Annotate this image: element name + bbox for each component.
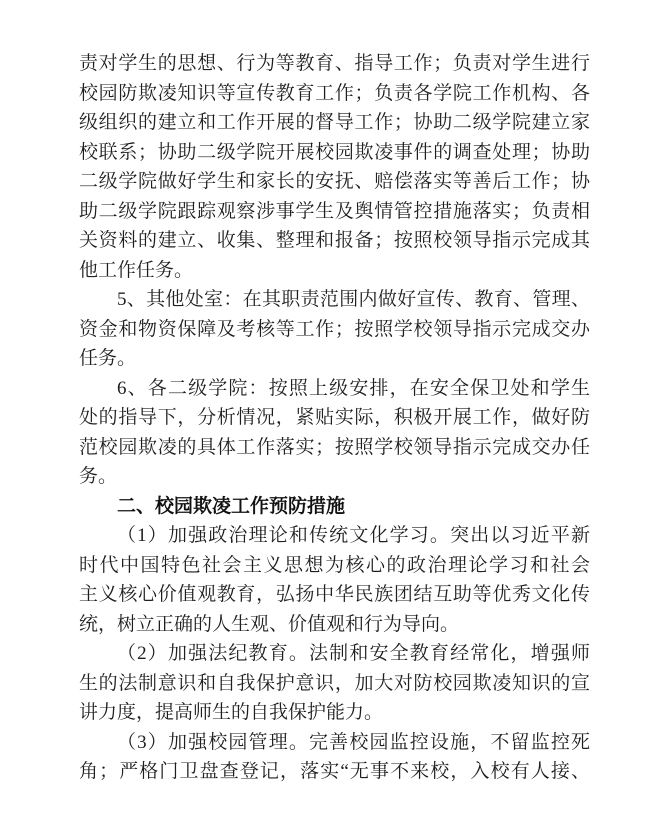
- text-line: 校联系；协助二级学院开展校园欺凌事件的调查处理；协助: [79, 141, 590, 163]
- text-line: 讲力度，提高师生的自我保护能力。: [79, 702, 384, 723]
- paragraph: [79, 285, 590, 374]
- text-line: 助二级学院跟踪观察涉事学生及舆情管控措施落实；负责相: [79, 200, 590, 222]
- text-line: 5、其他处室：在其职责范围内做好宣传、教育、管理、: [117, 289, 590, 310]
- text-line: 关资料的建立、收集、整理和报备；按照校领导指示完成其: [79, 230, 590, 251]
- text-line: （2）加强法纪教育。法制和安全教育经常化，增强师: [117, 643, 590, 664]
- paragraph: [79, 521, 590, 639]
- text-line: 处的指导下，分析情况，紧贴实际，积极开展工作，做好防: [79, 407, 590, 428]
- paragraph: [79, 374, 590, 492]
- document-body: [79, 49, 590, 787]
- section-heading: 二、校园欺凌工作预防措施: [117, 495, 346, 517]
- text-line: 任务。: [79, 348, 137, 369]
- text-line: （3）加强校园管理。完善校园监控设施，不留监控死: [117, 731, 590, 753]
- text-line: 主义核心价值观教育，弘扬中华民族团结互助等优秀文化传: [79, 584, 590, 605]
- text-line: 校园防欺凌知识等宣传教育工作；负责各学院工作机构、各: [79, 82, 590, 104]
- text-line: 角；严格门卫盘查登记，落实“无事不来校，入校有人接、: [79, 761, 590, 782]
- text-line: 资金和物资保障及考核等工作；按照学校领导指示完成交办: [79, 318, 590, 340]
- text-line: 生的法制意识和自我保护意识，加大对防校园欺凌知识的宣: [79, 672, 590, 694]
- paragraph: [79, 728, 590, 787]
- text-line: 责对学生的思想、行为等教育、指导工作；负责对学生进行: [79, 53, 590, 74]
- text-line: 6、各二级学院：按照上级安排，在安全保卫处和学生: [117, 377, 590, 399]
- text-line: 时代中国特色社会主义思想为核心的政治理论学习和社会: [79, 554, 590, 576]
- paragraph: [79, 639, 590, 728]
- text-line: 他工作任务。: [79, 259, 194, 281]
- text-line: 统，树立正确的人生观、价值观和行为导向。: [79, 613, 460, 635]
- text-line: 务。: [79, 466, 118, 487]
- paragraph: [79, 49, 590, 285]
- text-line: 二级学院做好学生和家长的安抚、赔偿落实等善后工作；协: [79, 171, 590, 192]
- text-line: 级组织的建立和工作开展的督导工作；协助二级学院建立家: [79, 112, 590, 133]
- text-line: 范校园欺凌的具体工作落实；按照学校领导指示完成交办任: [79, 436, 590, 458]
- text-line: （1）加强政治理论和传统文化学习。突出以习近平新: [117, 525, 590, 546]
